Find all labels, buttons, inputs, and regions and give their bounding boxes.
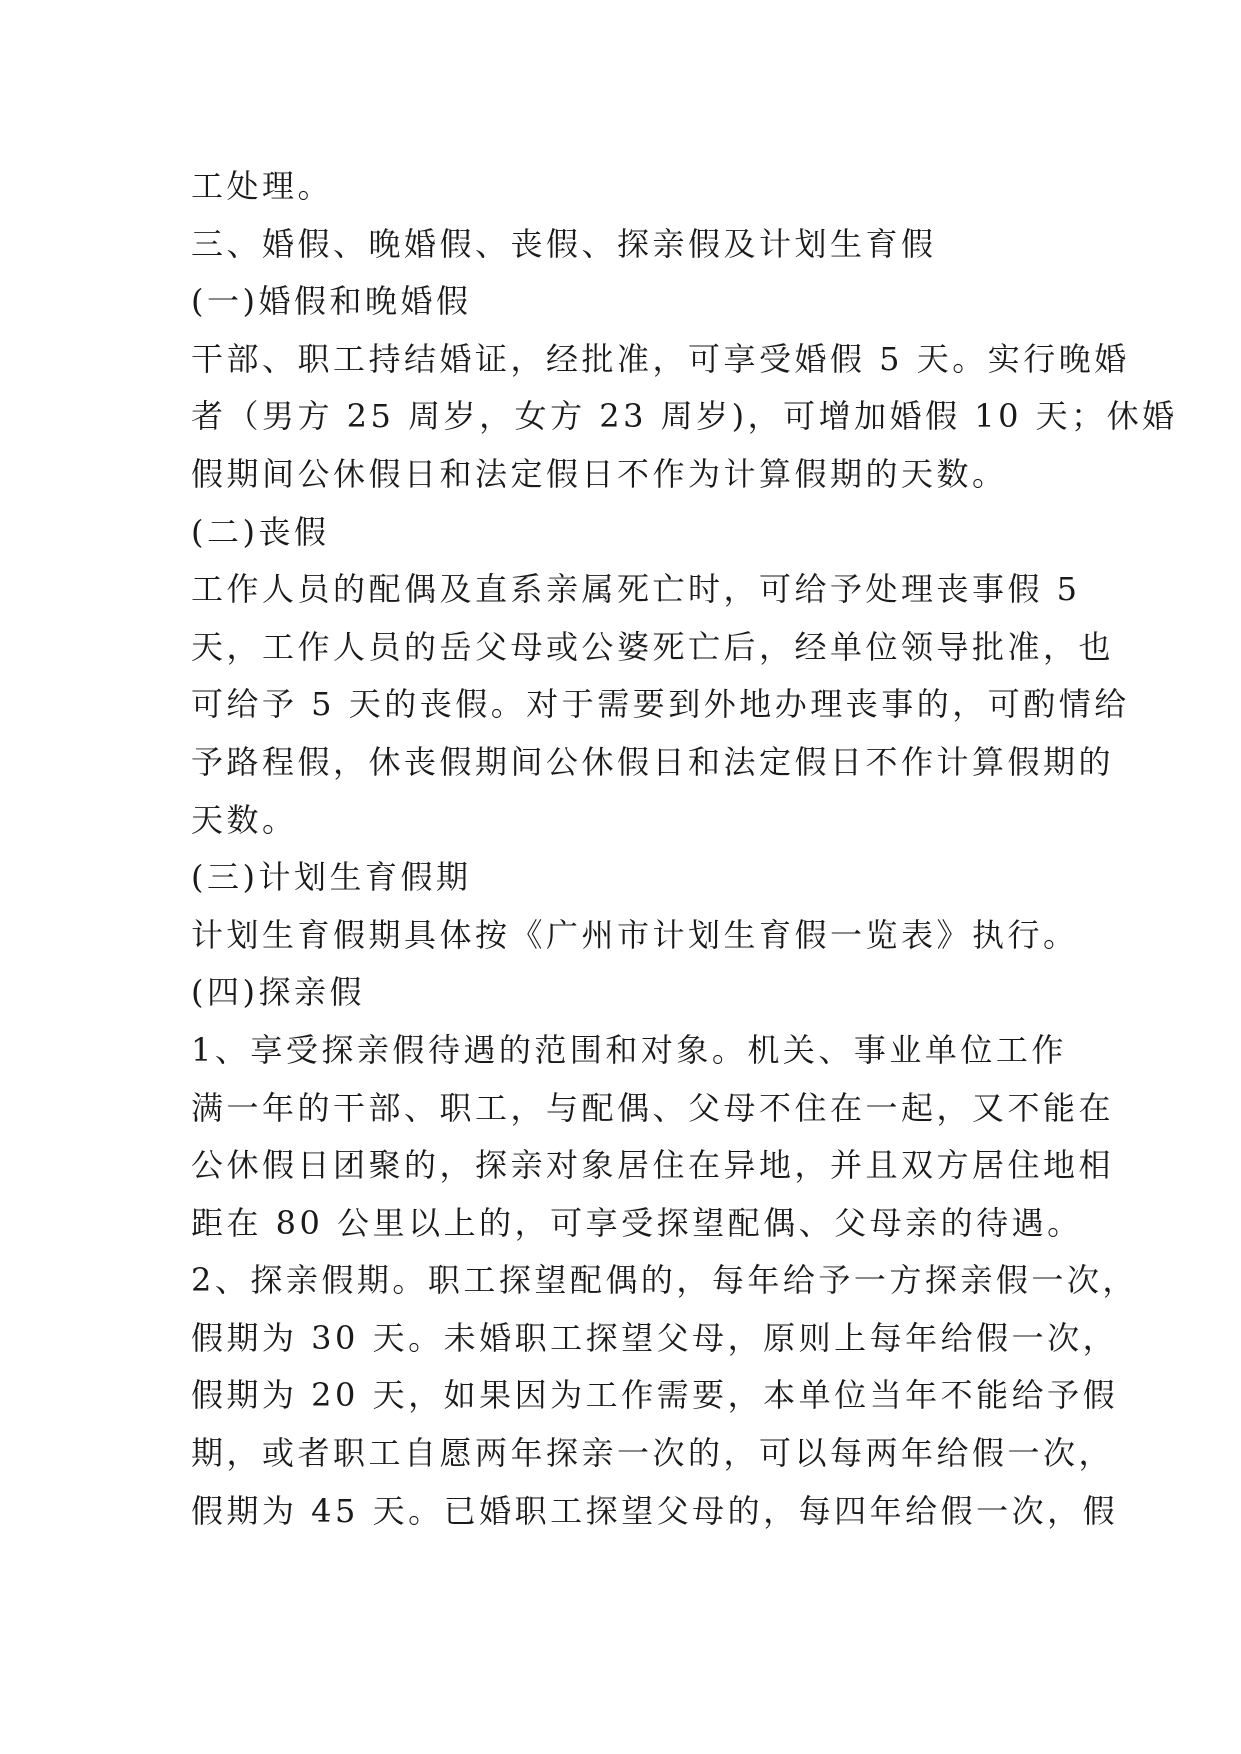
text-line: 假期为 20 天，如果因为工作需要，本单位当年不能给予假	[191, 1376, 1119, 1415]
subsection-heading: (三)计划生育假期	[191, 858, 472, 897]
text-line: 假期间公休假日和法定假日不作为计算假期的天数。	[191, 454, 1008, 493]
text-line: 工作人员的配偶及直系亲属死亡时，可给予处理丧事假 5	[191, 570, 1081, 609]
text-line: 2、探亲假期。职工探望配偶的，每年给予一方探亲假一次，	[191, 1261, 1138, 1300]
text-line: 1、享受探亲假待遇的范围和对象。机关、事业单位工作	[191, 1030, 1067, 1069]
subsection-heading: (一)婚假和晚婚假	[191, 282, 472, 321]
section-heading: 三、婚假、晚婚假、丧假、探亲假及计划生育假	[191, 224, 937, 263]
text-line: 假期为 45 天。已婚职工探望父母的，每四年给假一次，假	[191, 1491, 1119, 1530]
subsection-heading: (二)丧假	[191, 512, 330, 551]
text-line: 假期为 30 天。未婚职工探望父母，原则上每年给假一次，	[191, 1318, 1119, 1357]
text-line: 可给予 5 天的丧假。对于需要到外地办理丧事的，可酌情给	[191, 685, 1130, 724]
text-line: 满一年的干部、职工，与配偶、父母不住在一起，又不能在	[191, 1088, 1115, 1127]
document-body	[191, 158, 1178, 1540]
text-line: 计划生育假期具体按《广州市计划生育假一览表》执行。	[191, 915, 1079, 954]
subsection-heading: (四)探亲假	[191, 973, 365, 1012]
text-line: 工处理。	[191, 167, 334, 205]
text-line: 距在 80 公里以上的，可享受探望配偶、父母亲的待遇。	[191, 1203, 1083, 1242]
text-line: 予路程假，休丧假期间公休假日和法定假日不作计算假期的	[191, 742, 1115, 781]
text-line: 期，或者职工自愿两年探亲一次的，可以每两年给假一次，	[191, 1434, 1115, 1473]
text-line: 者（男方 25 周岁，女方 23 周岁)，可增加婚假 10 天；休婚	[191, 397, 1178, 436]
text-line: 干部、职工持结婚证，经批准，可享受婚假 5 天。实行晚婚	[191, 339, 1130, 378]
text-line: 天，工作人员的岳父母或公婆死亡后，经单位领导批准，也	[191, 627, 1115, 666]
text-line: 天数。	[191, 800, 298, 839]
text-line: 公休假日团聚的，探亲对象居住在异地，并且双方居住地相	[191, 1146, 1115, 1185]
